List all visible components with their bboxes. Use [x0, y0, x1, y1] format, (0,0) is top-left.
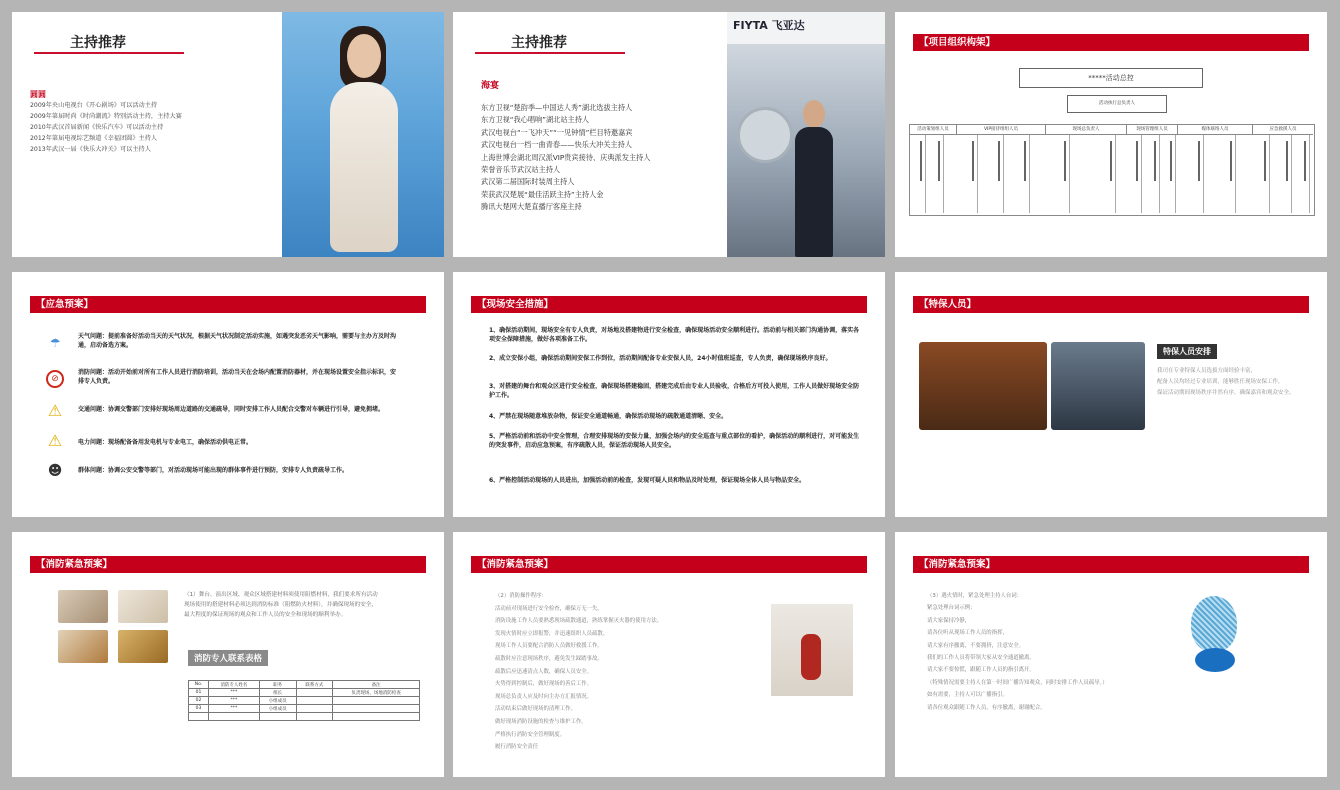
bio-line: 武汉电视台一档一曲青春——快乐大冲关主持人 [481, 140, 632, 150]
table-cell [296, 697, 333, 705]
measure-paragraph: 1、确保活动期间，现场安全有专人负责，对场地及搭建物进行安全检查，确保现场活动安全顺利进行。活动前与相关部门沟通协调，落实各项安全保障措施，做好各项准备工作。 [489, 327, 860, 343]
desc-line: 我司在专业特保人员选拔方面经验丰富， [1157, 368, 1257, 374]
script-line: 请大家有序撤离，不要拥挤，注意安全。 [927, 642, 1025, 649]
script-line: 请大家保持冷静， [927, 617, 971, 624]
bio-line: 2010年武汉首届新闻《快乐汽车》可以活动主持 [30, 124, 164, 131]
table-cell: *** [208, 697, 259, 705]
host-name: 圆圆 [30, 90, 46, 99]
electric-icon: ⚠ [47, 431, 63, 450]
measure-paragraph: 3、对搭建的舞台和观众区进行安全检查，确保现场搭建稳固，搭建完成后由专业人员验收，合格后方可投入使用，工作人员做好现场安全防护工作。 [489, 383, 860, 399]
fire-text: （1）舞台、演出区域、观众区域搭建材料须使用阻燃材料，我们要求所有活动现场使用的搭建材料必须达到消防标准（阻燃防火材料），并确保现场的安全，最大程度的保证现场的观众和工作人员的安全和现场的顺利举办。 [184, 592, 378, 618]
host-photo [727, 12, 885, 257]
org-column [1020, 135, 1030, 213]
procedure-line: 履行消防安全责任 [495, 744, 539, 751]
no-fire-icon: ⊘ [46, 370, 64, 388]
table-row [189, 689, 420, 697]
table-cell [296, 705, 333, 713]
section-header: 【项目组织构架】 [913, 34, 1309, 51]
section-header: 【特保人员】 [913, 296, 1309, 313]
org-second-box: 活动执行总负责人 [1067, 95, 1167, 113]
slide-title: 主持推荐 [70, 35, 126, 51]
slide-safety-measures[interactable] [453, 272, 885, 517]
table-header: 联系方式 [296, 681, 333, 689]
org-group: 应急救援人员 [1253, 125, 1313, 135]
desc-line: 配备人员均经过专业培训，能够胜任现场安保工作， [1157, 379, 1284, 385]
org-grid [909, 124, 1315, 216]
microphone-photo [1181, 594, 1251, 674]
org-column [968, 135, 978, 213]
suit [795, 127, 833, 257]
face [803, 100, 825, 128]
org-column [1132, 135, 1142, 213]
table-header-row [189, 681, 420, 689]
table-cell: 组长 [259, 689, 296, 697]
procedure-line: 疏散时应注意现场秩序，避免发生踩踏事故。 [495, 655, 603, 662]
section-header: 【应急预案】 [30, 296, 426, 313]
slide-host-2[interactable] [453, 12, 885, 257]
guards-photo [919, 342, 1047, 430]
script-line: 请各位观众跟随工作人员，有序撤离，谢谢配合。 [927, 704, 1046, 711]
staff-tag: 特保人员安排 [1157, 344, 1217, 359]
procedure-line: 火势得到控制后，做好现场的善后工作。 [495, 681, 593, 688]
extinguisher-photo [771, 604, 853, 696]
table-cell: *** [208, 689, 259, 697]
table-cell [333, 697, 420, 705]
section-header: 【消防紧急预案】 [913, 556, 1309, 573]
staff-desc [1157, 366, 1295, 399]
weather-icon: ☂ [49, 336, 61, 350]
table-header: 消防专人姓名 [208, 681, 259, 689]
table-cell: 负责现场、场地消防检查 [333, 689, 420, 697]
script-line: 如有需要，主持人可以广播指引。 [927, 692, 1008, 699]
org-column [934, 135, 944, 213]
org-column [1166, 135, 1176, 213]
org-group: 媒体联络人员 [1178, 125, 1253, 135]
procedure-line: 发现火情时应立即报警，并迅速组织人员疏散。 [495, 630, 609, 637]
org-column [1150, 135, 1160, 213]
org-column [916, 135, 926, 213]
host-photo [282, 12, 444, 257]
org-group: 现场管理组人员 [1127, 125, 1178, 135]
warning-icon: ⚠ [47, 401, 63, 420]
procedure-line: 严格执行消防安全管理制度。 [495, 731, 566, 738]
bio-line: 东方卫视“楚韵季—中国达人秀”湖北选拔主持人 [481, 103, 633, 112]
microphone-base [1195, 648, 1235, 672]
section-header: 【现场安全措施】 [471, 296, 867, 313]
bio-line: 腾讯大楚网大楚直播厅客座主持 [481, 202, 582, 212]
host-name: 海宴 [481, 81, 500, 91]
procedure-line: 活动前对现场进行安全检查，确保万无一失。 [495, 605, 603, 612]
script-line: 请大家不要惊慌，跟随工作人员的指引离开。 [927, 667, 1035, 674]
bio-line: 2012年第届电视综艺频道《幸福团圆》主持人 [30, 135, 158, 142]
table-cell: 02 [189, 697, 209, 705]
procedure-line: 现场工作人员要配合消防人员做好救援工作。 [495, 643, 603, 650]
script-line: 请各位听从现场工作人员的指挥， [927, 630, 1008, 637]
material-photo [118, 630, 168, 663]
bio-line: 武汉第二届国际时装周主持人 [481, 177, 575, 187]
slide-fire-plan-2[interactable] [453, 532, 885, 777]
bodyguard-photo [1051, 342, 1145, 430]
bio-line: 荣誉音乐节武汉站主持人 [481, 165, 561, 175]
table-header: 备注 [333, 681, 420, 689]
measure-paragraph: 2、成立安保小组，确保活动期间安保工作到位，活动期间配备专业安保人员，24小时值班巡查，专人负责，确保现场秩序良好。 [489, 355, 832, 362]
plan-item: 电力问题：现场配备备用发电机与专业电工，确保活动供电正常。 [78, 439, 253, 446]
table-cell [296, 689, 333, 697]
procedure-line: （2）消防操作程序： [495, 593, 547, 599]
slide-security-staff[interactable] [895, 272, 1327, 517]
plan-item: 群体问题：协调公安交警等部门，对活动现场可能出现的群体事件进行预防，安排专人负责疏导工作。 [78, 467, 349, 474]
desc-line: 保证活动期间现场秩序井然有序，确保嘉宾和观众安全。 [1157, 390, 1295, 396]
org-column [1060, 135, 1070, 213]
plan-item: 天气问题：提前准备好活动当天的天气状况，根据天气状况制定活动实施，如遇突发恶劣天气影响，需要与主办方及时沟通，启动备选方案。 [78, 333, 397, 349]
slide-host-1[interactable] [12, 12, 444, 257]
extinguisher [801, 634, 821, 680]
measure-paragraph: 4、严禁在现场随意堆放杂物，保证安全通道畅通，确保活动现场的疏散通道清晰、安全。 [489, 413, 728, 420]
clock-display [737, 107, 793, 163]
contact-table-tag: 消防专人联系表格 [188, 650, 268, 666]
slide-org-chart[interactable] [895, 12, 1327, 257]
script-line: （特殊情况需要主持人在第一时间广播告知观众，同时安排工作人员疏导。） [927, 679, 1108, 686]
measure-paragraph: 6、严格控制活动现场的人员进出，加强活动前的检查，发现可疑人员和物品及时处理，保证现场全体人员与物品安全。 [489, 477, 806, 484]
bio-line: 2009年央山电视台《开心剧场》可以活动主持 [30, 102, 158, 109]
org-column [1226, 135, 1236, 213]
microphone-icon [1191, 596, 1237, 652]
host-bio [30, 100, 182, 155]
slide-emergency-plan[interactable] [12, 272, 444, 517]
plan-item: 消防问题：活动开始前对所有工作人员进行消防培训，活动当天在会场内配置消防器材，并在现场设置安全指示标识，安排专人负责。 [78, 369, 397, 385]
slide-title: 主持推荐 [511, 35, 567, 51]
table-cell: 01 [189, 689, 209, 697]
bio-line: 武汉电视台“一飞冲天”“一见钟情”栏目特邀嘉宾 [481, 127, 633, 137]
procedure-line: 现场总负责人应及时向主办方汇报情况。 [495, 693, 593, 700]
table-header: 职务 [259, 681, 296, 689]
bio-line: 2009年第届时尚《时尚潮流》特别活动主持，主持大赛 [30, 113, 182, 120]
bio-line: 上海世博会湖北周汉派VIP贵宾接待、庆典派发主持人 [481, 152, 651, 162]
section-header: 【消防紧急预案】 [471, 556, 867, 573]
procedure-line: 消防设施工作人员要熟悉现场疏散通道，熟练掌握灭火器的使用方法。 [495, 618, 663, 625]
script-line: 我们的工作人员将带领大家从安全通道撤离。 [927, 655, 1035, 662]
org-column [1300, 135, 1310, 213]
org-group: VIP接待组组人员 [957, 125, 1046, 135]
table-row [189, 713, 420, 721]
org-column [994, 135, 1004, 213]
host-bio [481, 102, 651, 214]
host-script [927, 590, 1108, 714]
org-column [1282, 135, 1292, 213]
title-underline [475, 52, 625, 54]
table-cell: 小组成员 [259, 697, 296, 705]
table-header: No. [189, 681, 209, 689]
slide-fire-plan-1[interactable] [12, 532, 444, 777]
bio-line: 荣获武汉楚展“最佳活跃主持”主持人金 [481, 189, 604, 199]
table-cell: 小组成员 [259, 705, 296, 713]
section-header: 【消防紧急预案】 [30, 556, 426, 573]
table-cell [333, 705, 420, 713]
dress [330, 82, 398, 252]
material-photo [58, 630, 108, 663]
org-group: 现场总负责人 [1046, 125, 1127, 135]
org-column [1260, 135, 1270, 213]
table-cell: *** [208, 705, 259, 713]
script-line: （3）遇火情时，紧急处理主持人台词： [927, 593, 1023, 599]
bio-line: 东方卫视“我心唱响”湖北站主持人 [481, 115, 590, 125]
table-row [189, 705, 420, 713]
org-group: 活动策划组人员 [910, 125, 957, 135]
org-top-box: *****活动总控 [1019, 68, 1203, 88]
measure-paragraph: 5、严格活动前和活动中安全管理，合理安排现场的安保力量，加强会场内的安全巡查与重点部位的看护，确保活动的顺利进行，对可能发生的突发事件，启动应急预案，有序疏散人员，保证活动现场人员安全。 [489, 433, 860, 449]
org-column [1194, 135, 1204, 213]
title-underline [34, 52, 184, 54]
contact-table [188, 680, 420, 721]
script-line: 紧急处理台词示例： [927, 605, 976, 612]
slide-fire-plan-3[interactable] [895, 532, 1327, 777]
table-cell: 03 [189, 705, 209, 713]
face [347, 34, 381, 78]
procedure-line: 疏散后应迅速清点人数，确保人员安全。 [495, 668, 593, 675]
person-icon: ☻ [47, 463, 63, 479]
plan-item: 交通问题：协调交警部门安排好现场周边道路的交通疏导，同时安排工作人员配合交警对车辆进行引导，避免拥堵。 [78, 406, 385, 413]
brand-sign: FIYTA 飞亚达 [727, 12, 885, 44]
procedure-line: 做好现场消防设施的检查与维护工作。 [495, 718, 587, 725]
fire-procedure [495, 590, 662, 754]
table-row [189, 697, 420, 705]
org-column [1106, 135, 1116, 213]
bio-line: 2013年武汉一届《快乐大冲关》可以主持人 [30, 146, 151, 153]
material-photo [118, 590, 168, 623]
material-photo [58, 590, 108, 623]
procedure-line: 活动结束后做好现场的清理工作。 [495, 706, 576, 713]
